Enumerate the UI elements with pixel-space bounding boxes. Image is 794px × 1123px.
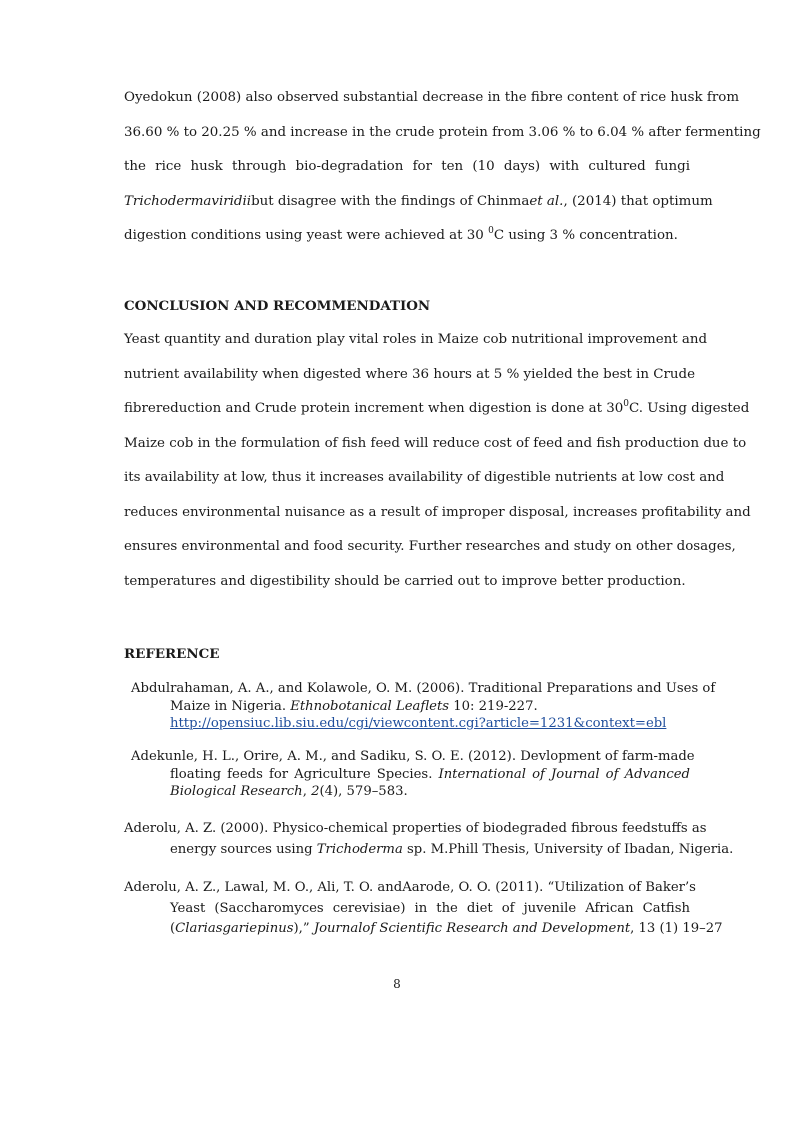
volume-number: 2	[311, 784, 320, 800]
reference-text: , 13 (1) 19–27	[630, 921, 723, 936]
paragraph-text: fibrereduction and Crude protein increment when digestion is done at 30	[124, 401, 624, 416]
paragraph-text: , (2014) that optimum	[563, 193, 713, 209]
reference-line: Aderolu, A. Z., Lawal, M. O., Ali, T. O. andAarode, O. O. (2011). “Utilization of Baker’s	[124, 880, 696, 895]
reference-line: Adekunle, H. L., Orire, A. M., and Sadiku, S. O. E. (2012). Devlopment of farm-made	[131, 749, 695, 764]
reference-entry	[124, 818, 734, 860]
paragraph-line: its availability at low, thus it increases availability of digestible nutrients at low cost and	[124, 470, 725, 485]
reference-line: Abdulrahaman, A. A., and Kolawole, O. M. (2006). Traditional Preparations and Uses of	[131, 681, 716, 696]
paragraph-line: temperatures and digestibility should be carried out to improve better production.	[124, 573, 686, 589]
paragraph-line: reduces environmental nuisance as a result of improper disposal, increases profitability and	[124, 504, 751, 520]
reference-text: ,	[302, 784, 312, 800]
reference-text: floating feeds for Agriculture Species.	[170, 766, 439, 782]
reference-line	[131, 715, 691, 733]
reference-entry	[131, 748, 695, 801]
paragraph-line: Oyedokun (2008) also observed substantial decrease in the fibre content of rice husk from	[124, 90, 740, 105]
reference-text: energy sources using	[170, 842, 317, 857]
paragraph-line: ensures environmental and food security. Further researches and study on other dosages,	[124, 539, 736, 554]
reference-text: ),”	[293, 921, 314, 936]
reference-text: Maize in Nigeria.	[170, 698, 291, 714]
journal-title: International of Journal of Advanced	[438, 766, 690, 782]
paragraph-line: Maize cob in the formulation of fish feed will reduce cost of feed and fish production due to	[124, 435, 747, 451]
species-name: Trichodermaviridii	[124, 193, 252, 209]
paragraph-text: C. Using digested	[629, 401, 750, 416]
reference-line	[131, 698, 691, 716]
reference-line	[131, 783, 690, 801]
reference-text: sp. M.Phill Thesis, University of Ibadan, Nigeria.	[402, 842, 734, 857]
reference-line	[131, 766, 690, 784]
paragraph-line: Yeast quantity and duration play vital roles in Maize cob nutritional improvement and	[124, 332, 708, 347]
reference-entry	[131, 680, 716, 733]
reference-line	[124, 839, 734, 860]
body-paragraph-conclusion	[124, 323, 751, 599]
section-heading-reference: REFERENCE	[124, 646, 220, 662]
body-paragraph-oyedokun	[124, 81, 761, 254]
journal-title: Biological Research	[170, 784, 303, 800]
reference-link[interactable]: http://opensiuc.lib.siu.edu/cgi/viewcontent.cgi?article=1231&context=ebl	[170, 716, 667, 732]
superscript: 0	[623, 399, 629, 409]
reference-text: (	[170, 921, 176, 936]
paragraph-line: 36.60 % to 20.25 % and increase in the crude protein from 3.06 % to 6.04 % after fermenting	[124, 124, 761, 140]
journal-title: Ethnobotanical Leaflets	[290, 698, 450, 714]
species-name: Trichoderma	[316, 842, 403, 857]
section-heading-conclusion: CONCLUSION AND RECOMMENDATION	[124, 298, 431, 314]
paragraph-text: C using 3 % concentration.	[493, 228, 678, 243]
species-name: Clariasgariepinus	[175, 921, 294, 936]
paragraph-line	[124, 185, 713, 220]
paragraph-line	[124, 392, 750, 427]
paragraph-text: digestion conditions using yeast were achieved at 30	[124, 228, 489, 243]
et-al-text: et al.	[529, 193, 564, 209]
reference-text: 10: 219-227.	[449, 698, 538, 714]
journal-title: Journalof Scientific Research and Development	[313, 921, 631, 936]
reference-entry	[124, 878, 723, 940]
superscript: 0	[488, 226, 494, 236]
reference-line	[124, 919, 723, 940]
reference-line: Yeast (Saccharomyces cerevisiae) in the diet of juvenile African Catfish	[170, 900, 690, 916]
reference-line: Aderolu, A. Z. (2000). Physico-chemical properties of biodegraded fibrous feedstuffs as	[124, 821, 707, 836]
page-number: 8	[393, 977, 401, 991]
paragraph-line: the rice husk through bio-degradation for ten (10 days) with cultured fungi	[124, 159, 690, 174]
paragraph-text: but disagree with the findings of Chinma	[251, 193, 530, 209]
reference-text: (4), 579–583.	[319, 784, 408, 800]
paragraph-line	[124, 219, 690, 254]
paragraph-line: nutrient availability when digested where 36 hours at 5 % yielded the best in Crude	[124, 366, 696, 382]
